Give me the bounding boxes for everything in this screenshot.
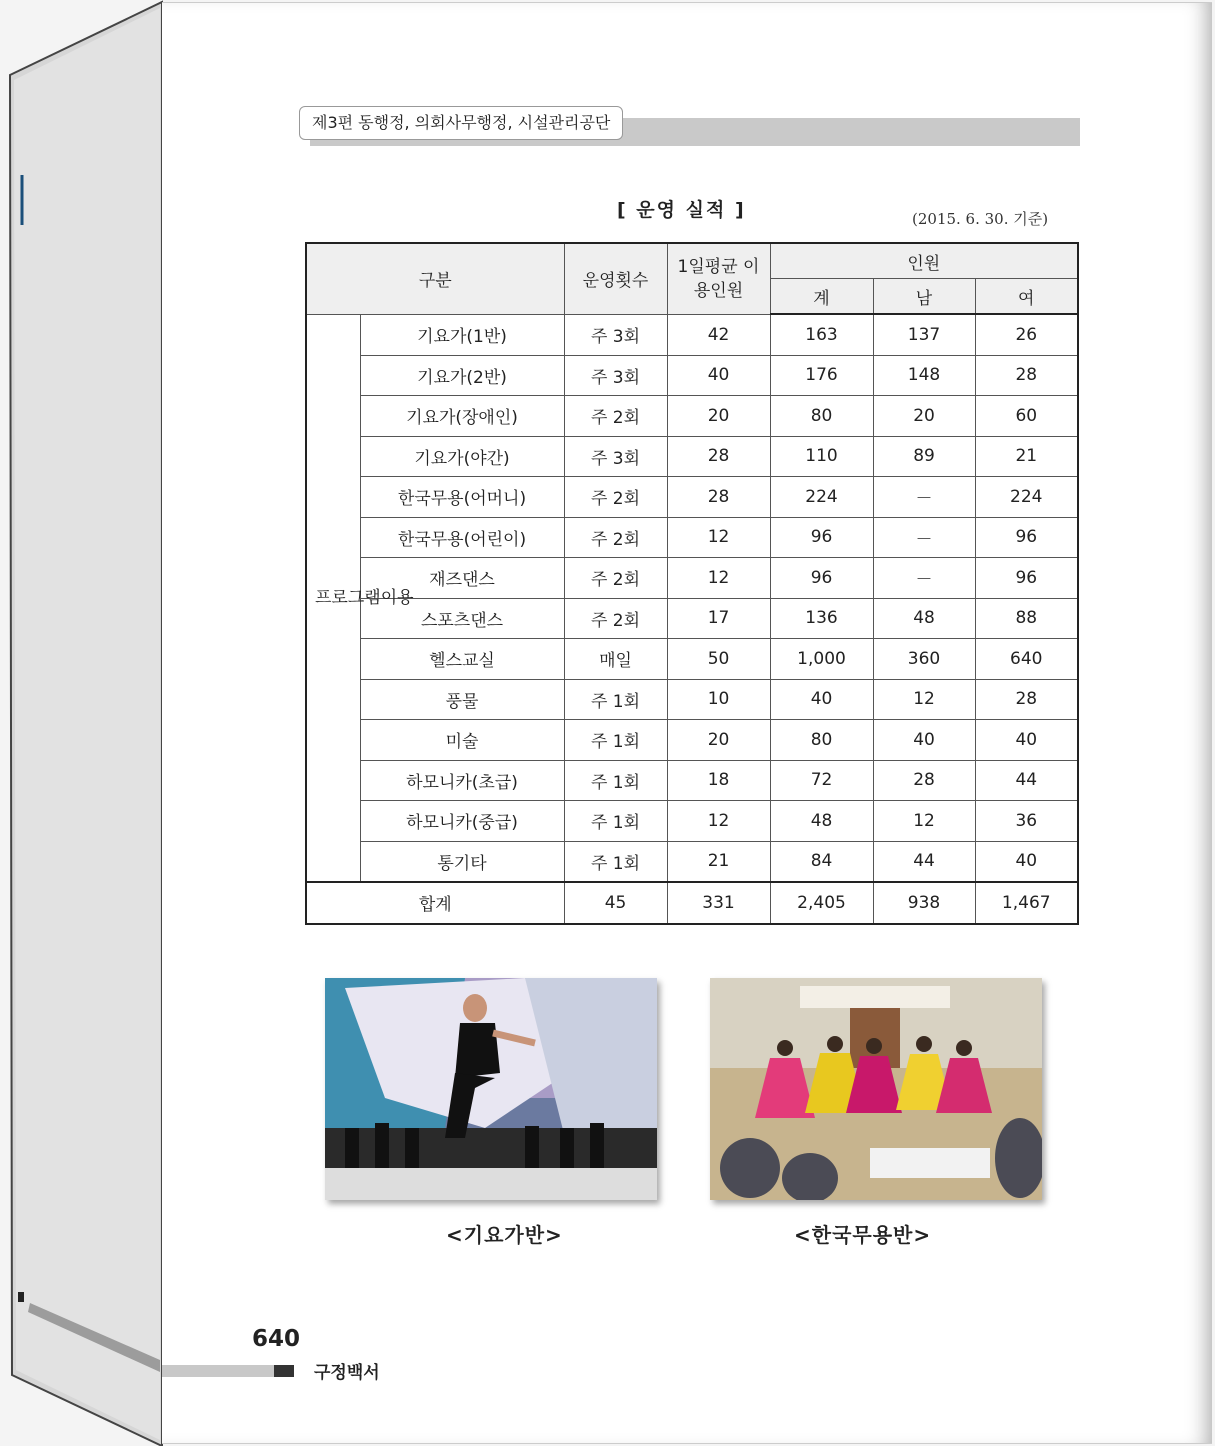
program-name: 재즈댄스 [360, 558, 564, 599]
operations-table [305, 242, 1079, 925]
female-cell: 224 [975, 477, 1078, 518]
frequency-cell: 주 1회 [564, 801, 667, 842]
total-cell: 80 [770, 396, 873, 437]
table-row [306, 679, 1078, 720]
frequency-cell: 주 1회 [564, 760, 667, 801]
female-cell: 36 [975, 801, 1078, 842]
frequency-cell: 주 2회 [564, 598, 667, 639]
group-label: 프로그램이용 [306, 314, 360, 882]
daily-avg-cell: 42 [667, 314, 770, 355]
table-row [306, 760, 1078, 801]
table-row [306, 314, 1078, 355]
daily-avg-cell: 28 [667, 477, 770, 518]
program-name: 하모니카(중급) [360, 801, 564, 842]
total-cell: 96 [770, 517, 873, 558]
program-name: 미술 [360, 720, 564, 761]
header-female: 여 [975, 279, 1078, 315]
total-cell: 96 [770, 558, 873, 599]
header-category: 구분 [306, 243, 564, 314]
program-name: 스포츠댄스 [360, 598, 564, 639]
table-row [306, 639, 1078, 680]
frequency-cell: 주 1회 [564, 679, 667, 720]
female-cell: 88 [975, 598, 1078, 639]
table-row [306, 396, 1078, 437]
program-name: 한국무용(어머니) [360, 477, 564, 518]
frequency-cell: 주 2회 [564, 477, 667, 518]
male-cell: 28 [873, 760, 975, 801]
male-cell: 360 [873, 639, 975, 680]
program-name: 기요가(1반) [360, 314, 564, 355]
female-cell: 96 [975, 517, 1078, 558]
female-cell: 96 [975, 558, 1078, 599]
daily-avg-cell: 12 [667, 517, 770, 558]
basis-date: (2015. 6. 30. 기준) [912, 210, 1049, 228]
document-page [162, 2, 1212, 1444]
daily-avg-cell: 20 [667, 720, 770, 761]
sum-row [306, 882, 1078, 924]
table-row [306, 841, 1078, 882]
frequency-cell: 주 3회 [564, 436, 667, 477]
korean-dance-caption: <한국무용반> [794, 1223, 932, 1247]
section-title: 제3편 동행정, 의회사무행정, 시설관리공단 [299, 106, 623, 140]
table-row [306, 517, 1078, 558]
program-name: 헬스교실 [360, 639, 564, 680]
header-male: 남 [873, 279, 975, 315]
header-people: 인원 [770, 243, 1078, 279]
sum-label: 합계 [306, 882, 564, 924]
table-body [306, 314, 1078, 882]
total-cell: 72 [770, 760, 873, 801]
program-name: 하모니카(초급) [360, 760, 564, 801]
sum-total: 2,405 [770, 882, 873, 924]
female-cell: 40 [975, 841, 1078, 882]
program-name: 기요가(2반) [360, 355, 564, 396]
daily-avg-cell: 20 [667, 396, 770, 437]
yoga-caption: <기요가반> [446, 1223, 563, 1247]
total-cell: 224 [770, 477, 873, 518]
table-row [306, 598, 1078, 639]
table-row [306, 720, 1078, 761]
total-cell: 163 [770, 314, 873, 355]
female-cell: 640 [975, 639, 1078, 680]
program-name: 기요가(장애인) [360, 396, 564, 437]
female-cell: 28 [975, 679, 1078, 720]
table-title: [ 운영 실적 ] [617, 199, 746, 221]
total-cell: 110 [770, 436, 873, 477]
book-title: 구정백서 [314, 1363, 380, 1383]
frequency-cell: 주 1회 [564, 841, 667, 882]
yoga-class-photo [325, 978, 657, 1200]
female-cell: 40 [975, 720, 1078, 761]
male-cell: 148 [873, 355, 975, 396]
female-cell: 28 [975, 355, 1078, 396]
daily-avg-cell: 28 [667, 436, 770, 477]
program-name: 풍물 [360, 679, 564, 720]
male-cell: 12 [873, 801, 975, 842]
total-cell: 176 [770, 355, 873, 396]
daily-avg-cell: 50 [667, 639, 770, 680]
total-cell: 136 [770, 598, 873, 639]
page-number: 640 [252, 1326, 301, 1352]
program-name: 기요가(야간) [360, 436, 564, 477]
total-cell: 84 [770, 841, 873, 882]
program-name: 한국무용(어린이) [360, 517, 564, 558]
footer-mark [274, 1365, 294, 1377]
sum-male: 938 [873, 882, 975, 924]
frequency-cell: 주 3회 [564, 355, 667, 396]
sum-freq: 45 [564, 882, 667, 924]
daily-avg-cell: 12 [667, 801, 770, 842]
sum-female: 1,467 [975, 882, 1078, 924]
total-cell: 40 [770, 679, 873, 720]
program-name: 통기타 [360, 841, 564, 882]
frequency-cell: 매일 [564, 639, 667, 680]
female-cell: 44 [975, 760, 1078, 801]
header-daily-avg [667, 243, 770, 314]
total-cell: 48 [770, 801, 873, 842]
male-cell: 20 [873, 396, 975, 437]
male-cell: 48 [873, 598, 975, 639]
male-cell: 137 [873, 314, 975, 355]
daily-avg-cell: 40 [667, 355, 770, 396]
male-cell: 12 [873, 679, 975, 720]
table-row [306, 436, 1078, 477]
table-row [306, 355, 1078, 396]
total-cell: 80 [770, 720, 873, 761]
frequency-cell: 주 3회 [564, 314, 667, 355]
total-cell: 1,000 [770, 639, 873, 680]
header-frequency: 운영횟수 [564, 243, 667, 314]
male-cell: 89 [873, 436, 975, 477]
male-cell: － [873, 517, 975, 558]
male-cell: － [873, 477, 975, 518]
female-cell: 26 [975, 314, 1078, 355]
male-cell: 44 [873, 841, 975, 882]
daily-avg-cell: 21 [667, 841, 770, 882]
header-total: 계 [770, 279, 873, 315]
book-spine [0, 0, 165, 1446]
header-daily-avg-label: 1일평균 이용인원 [677, 256, 760, 301]
table-row [306, 558, 1078, 599]
frequency-cell: 주 2회 [564, 517, 667, 558]
frequency-cell: 주 1회 [564, 720, 667, 761]
male-cell: － [873, 558, 975, 599]
frequency-cell: 주 2회 [564, 396, 667, 437]
table-row [306, 477, 1078, 518]
daily-avg-cell: 10 [667, 679, 770, 720]
daily-avg-cell: 18 [667, 760, 770, 801]
table-row [306, 801, 1078, 842]
daily-avg-cell: 17 [667, 598, 770, 639]
sum-avg: 331 [667, 882, 770, 924]
frequency-cell: 주 2회 [564, 558, 667, 599]
female-cell: 21 [975, 436, 1078, 477]
korean-dance-photo [710, 978, 1042, 1200]
male-cell: 40 [873, 720, 975, 761]
female-cell: 60 [975, 396, 1078, 437]
daily-avg-cell: 12 [667, 558, 770, 599]
